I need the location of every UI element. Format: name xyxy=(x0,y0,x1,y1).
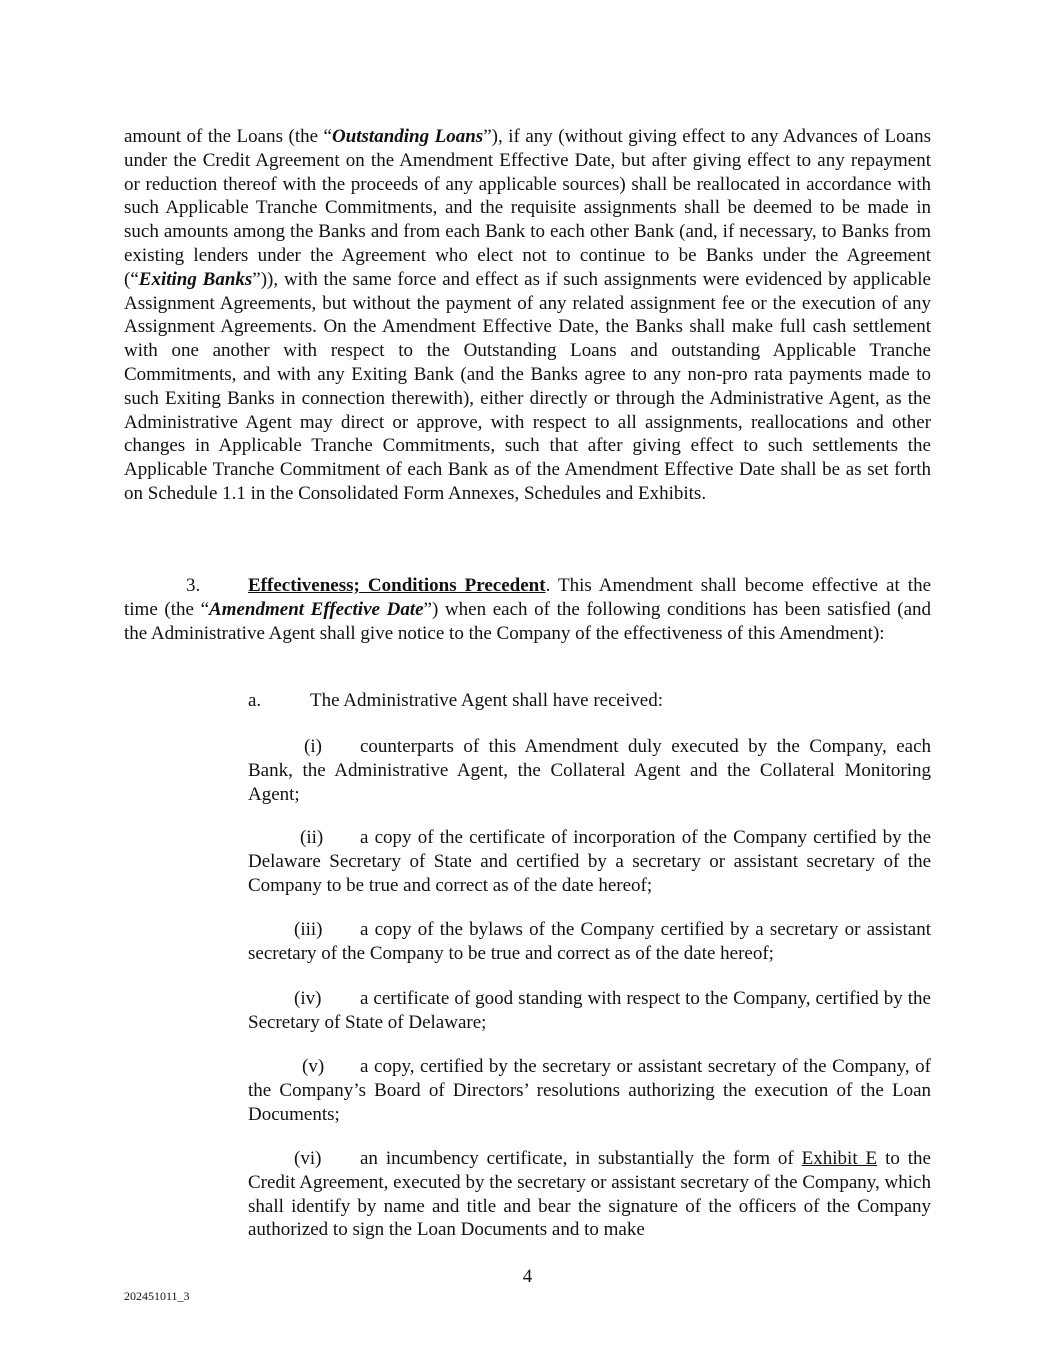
item-text: a copy of the certificate of incorporation of the Company certified by the Delaware Secretary of State and certified by a secretary or assistant secretary of the Company to be true and correct as of the date hereof; xyxy=(248,827,931,896)
item-number: (v) xyxy=(302,1056,325,1077)
list-item-iii xyxy=(248,918,931,966)
paragraph-continuation: amount of the Loans (the “Outstanding Loans”), if any (without giving effect to any Advances of Loans under the Credit Agreement on the Amendment Effective Date, but after giving effect to any repayment or reduction thereof with the proceeds of any applicable sources) shall be reallocated in accordance with such Applicable Tranche Commitments, and the requisite assignments shall be deemed to be made in such amounts among the Banks and from each Bank to each other Bank (and, if necessary, to Banks from existing lenders under the Agreement who elect not to continue to be Banks under the Agreement (“Exiting Banks”)), with the same force and effect as if such assignments were evidenced by applicable Assignment Agreements, but without the payment of any related assignment fee or the execution of any Assignment Agreements. On the Amendment Effective Date, the Banks shall make full cash settlement with one another with respect to the Outstanding Loans and outstanding Applicable Tranche Commitments, and with any Exiting Bank (and the Banks agree to any non-pro rata payments made to such Exiting Banks in connection therewith), either directly or through the Administrative Agent, as the Administrative Agent may direct or approve, with respect to all assignments, reallocations and other changes in Applicable Tranche Commitments, such that after giving effect to such settlements the Applicable Tranche Commitment of each Bank as of the Amendment Effective Date shall be as set forth on Schedule 1.1 in the Consolidated Form Annexes, Schedules and Exhibits. xyxy=(124,126,931,504)
subsection-a xyxy=(248,689,931,713)
item-number: (iv) xyxy=(294,988,322,1009)
item-number: (iii) xyxy=(294,919,323,940)
list-item-ii xyxy=(248,826,931,897)
page-number: 4 xyxy=(522,1266,533,1287)
defined-term-amendment-effective-date: Amendment Effective Date xyxy=(209,598,424,620)
subsection-label: a. xyxy=(248,690,262,711)
list-item-i xyxy=(248,735,931,806)
section-number: 3. xyxy=(186,575,201,596)
defined-term-outstanding-loans: Outstanding Loans xyxy=(331,126,484,147)
document-id: 202451011_3 xyxy=(124,1289,190,1303)
item-text: a certificate of good standing with respect to the Company, certified by the Secretary of State of Delaware; xyxy=(248,988,931,1033)
item-number: (vi) xyxy=(294,1148,322,1169)
exhibit-e-reference: Exhibit E xyxy=(801,1148,878,1169)
item-number: (ii) xyxy=(300,827,324,848)
section-3-paragraph: 3. Effectiveness; Conditions Precedent. This Amendment shall become effective at the time (the “Amendment Effective Date”) when each of the following conditions has been satisfied (and the Administrative Agent shall give notice to the Company of the effectiveness of this Amendment): xyxy=(124,575,932,644)
item-number: (i) xyxy=(304,736,322,757)
defined-term-exiting-banks: Exiting Banks xyxy=(138,268,253,290)
list-item-v xyxy=(248,1055,931,1126)
item-text: counterparts of this Amendment duly executed by the Company, each Bank, the Administrative Agent, the Collateral Agent and the Collateral Monitoring Agent; xyxy=(248,736,931,805)
item-text: a copy of the bylaws of the Company certified by a secretary or assistant secretary of the Company to be true and correct as of the date hereof; xyxy=(248,919,931,964)
section-heading: Effectiveness; Conditions Precedent xyxy=(248,575,546,596)
item-text: a copy, certified by the secretary or assistant secretary of the Company, of the Company’s Board of Directors’ resolutions authorizing the execution of the Loan Documents; xyxy=(248,1056,931,1125)
list-item-iv xyxy=(248,987,931,1035)
subsection-text: The Administrative Agent shall have received: xyxy=(310,690,663,711)
list-item-vi: (vi) an incumbency certificate, in substantially the form of Exhibit E to the Credit Agreement, executed by the secretary or assistant secretary of the Company, which shall identify by name and title and bear the signature of the officers of the Company authorized to sign the Loan Documents and to make xyxy=(248,1148,931,1241)
